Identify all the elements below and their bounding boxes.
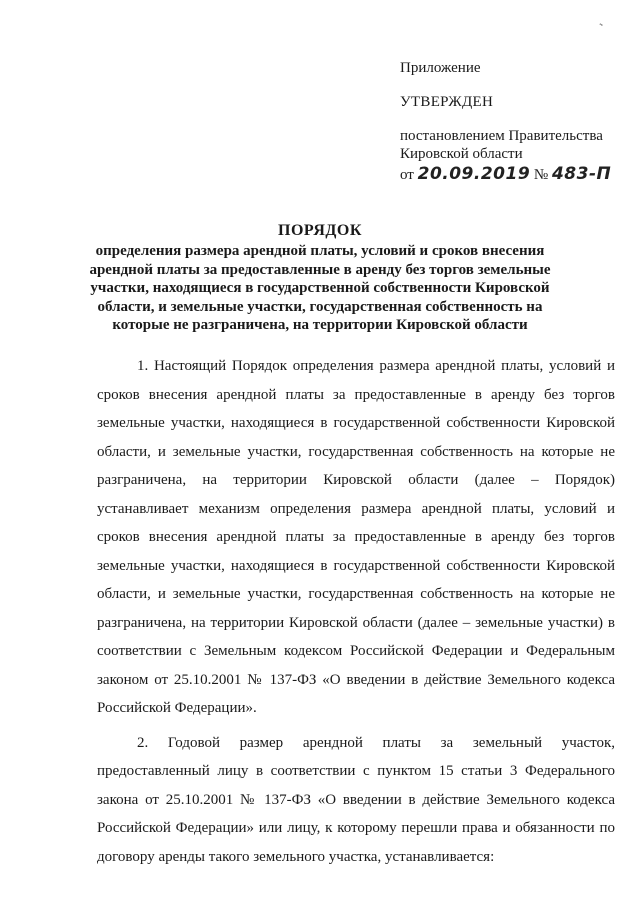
decree-line-2: Кировской области <box>400 146 523 162</box>
appendix-label: Приложение <box>400 60 481 76</box>
document-title: ПОРЯДОК <box>278 222 362 239</box>
document-body <box>97 352 615 877</box>
corner-mark: ˜ <box>596 21 604 35</box>
number-sign: № <box>533 167 549 183</box>
handwritten-date: 20.09.2019 <box>417 164 531 184</box>
approved-label: УТВЕРЖДЕН <box>400 94 494 110</box>
handwritten-number: 483-П <box>551 164 612 184</box>
paragraph-2: 2. Годовой размер арендной платы за земельный участок, предоставленный лицу в соответствии с пунктом 15 статьи 3 Федерального закона от 25.10.2001 № 137-ФЗ «О введении в действие Земельного кодекса Российской Федерации» или лицу, к которому перешли права и обязанности по договору аренды такого земельного участка, устанавливается: <box>97 734 615 865</box>
decree-line-1: постановлением Правительства <box>400 128 603 144</box>
date-prefix: от <box>400 167 414 183</box>
document-subtitle: определения размера арендной платы, условий и сроков внесения арендной платы за предоставленные в аренду без торгов земельные участки, находящиеся в государственной собственности Кировской области, и земельные участки, государственная собственность на которые не разграничена, на территории Кировской области <box>89 243 551 333</box>
document-title-block <box>80 222 560 335</box>
decree-date-line <box>400 164 611 184</box>
paragraph-1: 1. Настоящий Порядок определения размера арендной платы, условий и сроков внесения арендной платы за предоставленные в аренду без торгов земельные участки, находящиеся в государственной собственности Кировской области, и земельные участки, государственная собственность на которые не разграничена, на территории Кировской области (далее – Порядок) устанавливает механизм определения размера арендной платы, условий и сроков внесения арендной платы за предоставленные в аренду без торгов земельные участки, находящиеся в государственной собственности Кировской области, и земельные участки, государственная собственность на которые не разграничена, на территории Кировской области (далее – земельные участки) в соответствии с Земельным кодексом Российской Федерации и Федеральным законом от 25.10.2001 № 137-ФЗ «О введении в действие Земельного кодекса Российской Федерации». <box>97 358 615 716</box>
